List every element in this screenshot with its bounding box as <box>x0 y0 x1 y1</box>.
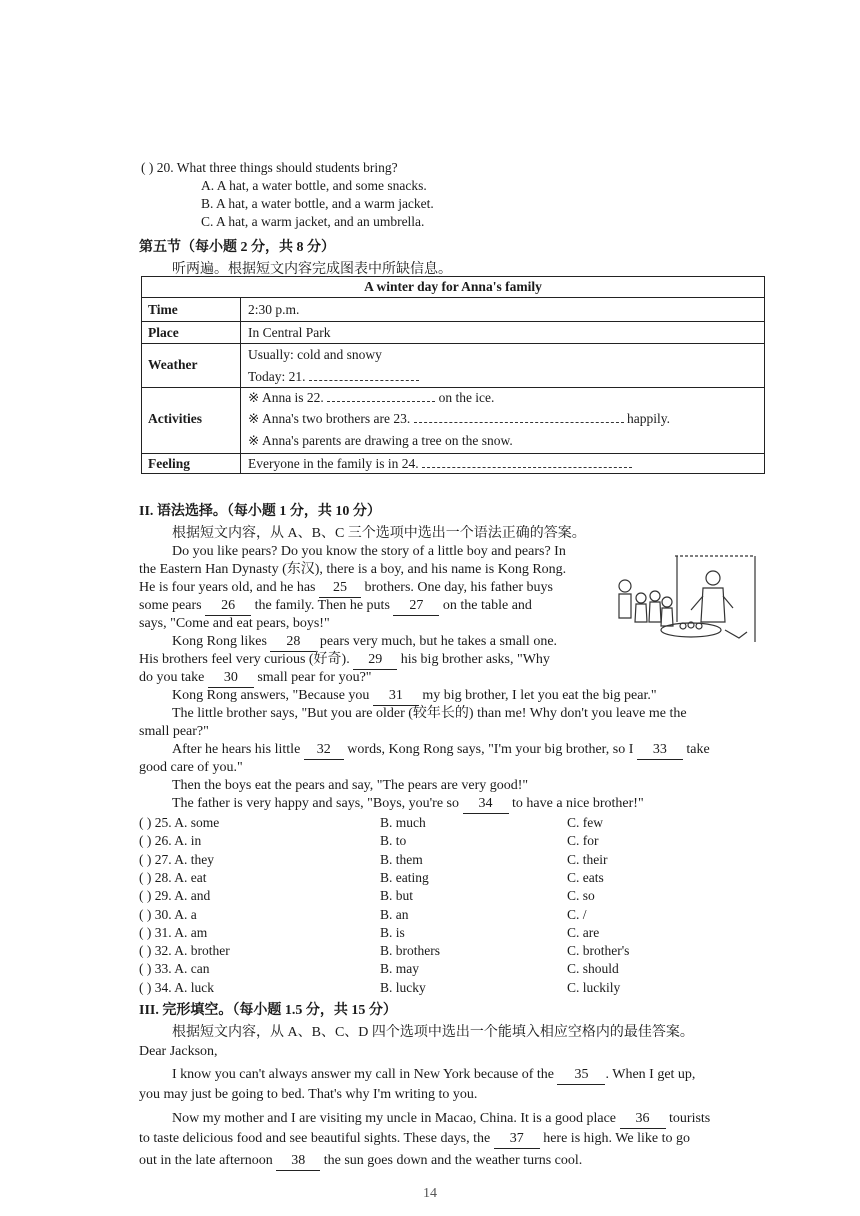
choice-row-a[interactable]: ( ) 34. A. luck <box>139 980 214 995</box>
passage-line-6 <box>172 633 557 652</box>
choice-row-a[interactable]: ( ) 26. A. in <box>139 833 202 848</box>
blank-35[interactable]: 35 <box>557 1066 605 1085</box>
kong-rong-illustration <box>615 552 765 658</box>
choice-row-a[interactable]: ( ) 29. A. and <box>139 888 211 903</box>
passage-text: on the table and <box>442 598 532 613</box>
passage-line-12 <box>172 741 710 760</box>
blank-36[interactable]: 36 <box>620 1110 666 1129</box>
choice-option-b[interactable]: B. brothers <box>380 943 440 958</box>
choice-option-c[interactable]: C. brother's <box>567 943 630 958</box>
choice-option-c[interactable]: C. eats <box>567 870 604 885</box>
activity-2-text: ※ Anna's two brothers are 23. <box>248 411 411 426</box>
passage-text: Kong Rong likes <box>172 634 267 649</box>
choice-option-c[interactable]: C. few <box>567 815 603 830</box>
section-5-instruction: 听两遍。根据短文内容完成图表中所缺信息。 <box>172 262 452 277</box>
choice-option-b[interactable]: B. eating <box>380 870 429 885</box>
time-label: Time <box>148 302 178 317</box>
passage-line-9 <box>172 687 657 706</box>
activities-label: Activities <box>148 411 202 426</box>
passage-line-2: the Eastern Han Dynasty (东汉), there is a boy, and his name is Kong Rong. <box>139 562 567 577</box>
question-20-option-c: C. A hat, a warm jacket, and an umbrella. <box>201 214 425 229</box>
passage-text: out in the late afternoon <box>139 1153 273 1168</box>
cloze-line-1 <box>172 1066 695 1085</box>
blank-27[interactable]: 27 <box>393 597 439 616</box>
cloze-line-2: you may just be going to bed. That's why I'm writing to you. <box>139 1087 478 1102</box>
choice-option-b[interactable]: B. to <box>380 833 407 848</box>
passage-text: small pear for you?" <box>257 670 372 685</box>
passage-text: the sun goes down and the weather turns cool. <box>323 1153 583 1168</box>
anna-family-table <box>141 276 765 474</box>
passage-text: do you take <box>139 670 205 685</box>
choice-row-a[interactable]: ( ) 30. A. a <box>139 907 197 922</box>
place-label: Place <box>148 325 179 340</box>
choice-option-b[interactable]: B. much <box>380 815 426 830</box>
cloze-line-5 <box>139 1152 582 1171</box>
section-5-heading: 第五节（每小题 2 分，共 8 分） <box>139 240 335 255</box>
question-20-option-b: B. A hat, a water bottle, and a warm jacket. <box>201 196 434 211</box>
passage-text: After he hears his little <box>172 742 301 757</box>
blank-25[interactable]: 25 <box>319 579 361 598</box>
passage-text: my big brother, I let you eat the big pear." <box>422 688 657 703</box>
weather-today <box>248 369 419 385</box>
blank-32[interactable]: 32 <box>304 741 344 760</box>
blank-28[interactable]: 28 <box>270 633 316 652</box>
blank-21[interactable] <box>309 379 419 381</box>
choice-row-a[interactable]: ( ) 25. A. some <box>139 815 220 830</box>
passage-text: words, Kong Rong says, "I'm your big brother, so I <box>347 742 634 757</box>
passage-text: his big brother asks, "Why <box>400 652 550 667</box>
passage-line-5: says, "Come and eat pears, boys!" <box>139 616 330 631</box>
choice-option-b[interactable]: B. an <box>380 907 409 922</box>
choice-option-b[interactable]: B. them <box>380 852 423 867</box>
passage-line-15 <box>172 795 644 814</box>
passage-text: some pears <box>139 598 202 613</box>
activity-1-end: on the ice. <box>438 390 495 405</box>
choice-option-c[interactable]: C. so <box>567 888 595 903</box>
passage-line-14: Then the boys eat the pears and say, "The pears are very good!" <box>172 778 529 793</box>
passage-text: brothers. One day, his father buys <box>364 580 553 595</box>
blank-30[interactable]: 30 <box>208 669 254 688</box>
choice-row-a[interactable]: ( ) 28. A. eat <box>139 870 207 885</box>
blank-31[interactable]: 31 <box>373 687 419 706</box>
choice-option-b[interactable]: B. but <box>380 888 414 903</box>
choice-row-a[interactable]: ( ) 32. A. brother <box>139 943 230 958</box>
passage-text: Now my mother and I are visiting my uncle in Macao, China. It is a good place <box>172 1111 617 1126</box>
section-2-heading: II. 语法选择。（每小题 1 分，共 10 分） <box>139 504 381 519</box>
blank-37[interactable]: 37 <box>494 1130 540 1149</box>
letter-greeting: Dear Jackson, <box>139 1044 218 1059</box>
blank-34[interactable]: 34 <box>463 795 509 814</box>
passage-line-1: Do you like pears? Do you know the story of a little boy and pears? In <box>172 544 566 559</box>
place-value: In Central Park <box>248 325 331 340</box>
feeling-text: Everyone in the family is in 24. <box>248 456 419 471</box>
blank-29[interactable]: 29 <box>353 651 397 670</box>
passage-line-10: The little brother says, "But you are older (较年长的) than me! Why don't you leave me the <box>172 706 687 721</box>
choice-option-c[interactable]: C. for <box>567 833 599 848</box>
blank-33[interactable]: 33 <box>637 741 683 760</box>
activity-3: ※ Anna's parents are drawing a tree on the snow. <box>248 433 513 448</box>
page-number: 14 <box>423 1186 437 1201</box>
table-title: A winter day for Anna's family <box>364 279 542 294</box>
feeling-label: Feeling <box>148 456 190 471</box>
weather-today-label: Today: 21. <box>248 369 306 384</box>
passage-text: Kong Rong answers, "Because you <box>172 688 370 703</box>
question-20-option-a: A. A hat, a water bottle, and some snacks. <box>201 178 427 193</box>
blank-22[interactable] <box>327 400 435 402</box>
passage-text: the family. Then he puts <box>254 598 390 613</box>
section-3-instruction: 根据短文内容，从 A、B、C、D 四个选项中选出一个能填入相应空格内的最佳答案。 <box>172 1025 694 1040</box>
choice-row-a[interactable]: ( ) 27. A. they <box>139 852 214 867</box>
choice-option-c[interactable]: C. should <box>567 961 619 976</box>
passage-text: tourists <box>669 1111 711 1126</box>
feeling-row <box>248 456 632 472</box>
passage-line-4 <box>139 597 532 616</box>
passage-line-3 <box>139 579 553 598</box>
weather-label: Weather <box>148 357 198 372</box>
passage-text: pears very much, but he takes a small one. <box>319 634 558 649</box>
choice-option-c[interactable]: C. are <box>567 925 600 940</box>
choice-row-a[interactable]: ( ) 33. A. can <box>139 961 210 976</box>
passage-line-7 <box>139 651 550 670</box>
choice-row-a[interactable]: ( ) 31. A. am <box>139 925 208 940</box>
activity-2-end: happily. <box>626 411 670 426</box>
question-20-stem: ( ) 20. What three things should students bring? <box>141 160 398 175</box>
passage-line-8 <box>139 669 372 688</box>
activity-1 <box>248 390 494 406</box>
cloze-line-3 <box>172 1110 710 1129</box>
blank-38[interactable]: 38 <box>276 1152 320 1171</box>
passage-line-11: small pear?" <box>139 724 209 739</box>
choice-option-c[interactable]: C. their <box>567 852 608 867</box>
passage-text: I know you can't always answer my call in New York because of the <box>172 1067 554 1082</box>
section-2-instruction: 根据短文内容，从 A、B、C 三个选项中选出一个语法正确的答案。 <box>172 526 586 541</box>
cloze-line-4 <box>139 1130 690 1149</box>
blank-24[interactable] <box>422 466 632 468</box>
section-3-heading: III. 完形填空。（每小题 1.5 分，共 15 分） <box>139 1003 397 1018</box>
passage-text: He is four years old, and he has <box>139 580 316 595</box>
choice-option-b[interactable]: B. lucky <box>380 980 426 995</box>
choice-option-c[interactable]: C. / <box>567 907 587 922</box>
choice-option-b[interactable]: B. may <box>380 961 419 976</box>
passage-text: here is high. We like to go <box>543 1131 690 1146</box>
choice-option-c[interactable]: C. luckily <box>567 980 621 995</box>
blank-26[interactable]: 26 <box>205 597 251 616</box>
weather-usually: Usually: cold and snowy <box>248 347 382 362</box>
blank-23[interactable] <box>414 421 624 423</box>
choice-option-b[interactable]: B. is <box>380 925 405 940</box>
passage-line-13: good care of you." <box>139 760 243 775</box>
passage-text: to taste delicious food and see beautiful sights. These days, the <box>139 1131 491 1146</box>
time-value: 2:30 p.m. <box>248 302 300 317</box>
passage-text: His brothers feel very curious (好奇). <box>139 652 350 667</box>
passage-text: to have a nice brother!" <box>512 796 644 811</box>
passage-text: take <box>686 742 710 757</box>
activity-2 <box>248 411 670 427</box>
passage-text: The father is very happy and says, "Boys, you're so <box>172 796 460 811</box>
activity-1-text: ※ Anna is 22. <box>248 390 324 405</box>
passage-text: . When I get up, <box>605 1067 696 1082</box>
